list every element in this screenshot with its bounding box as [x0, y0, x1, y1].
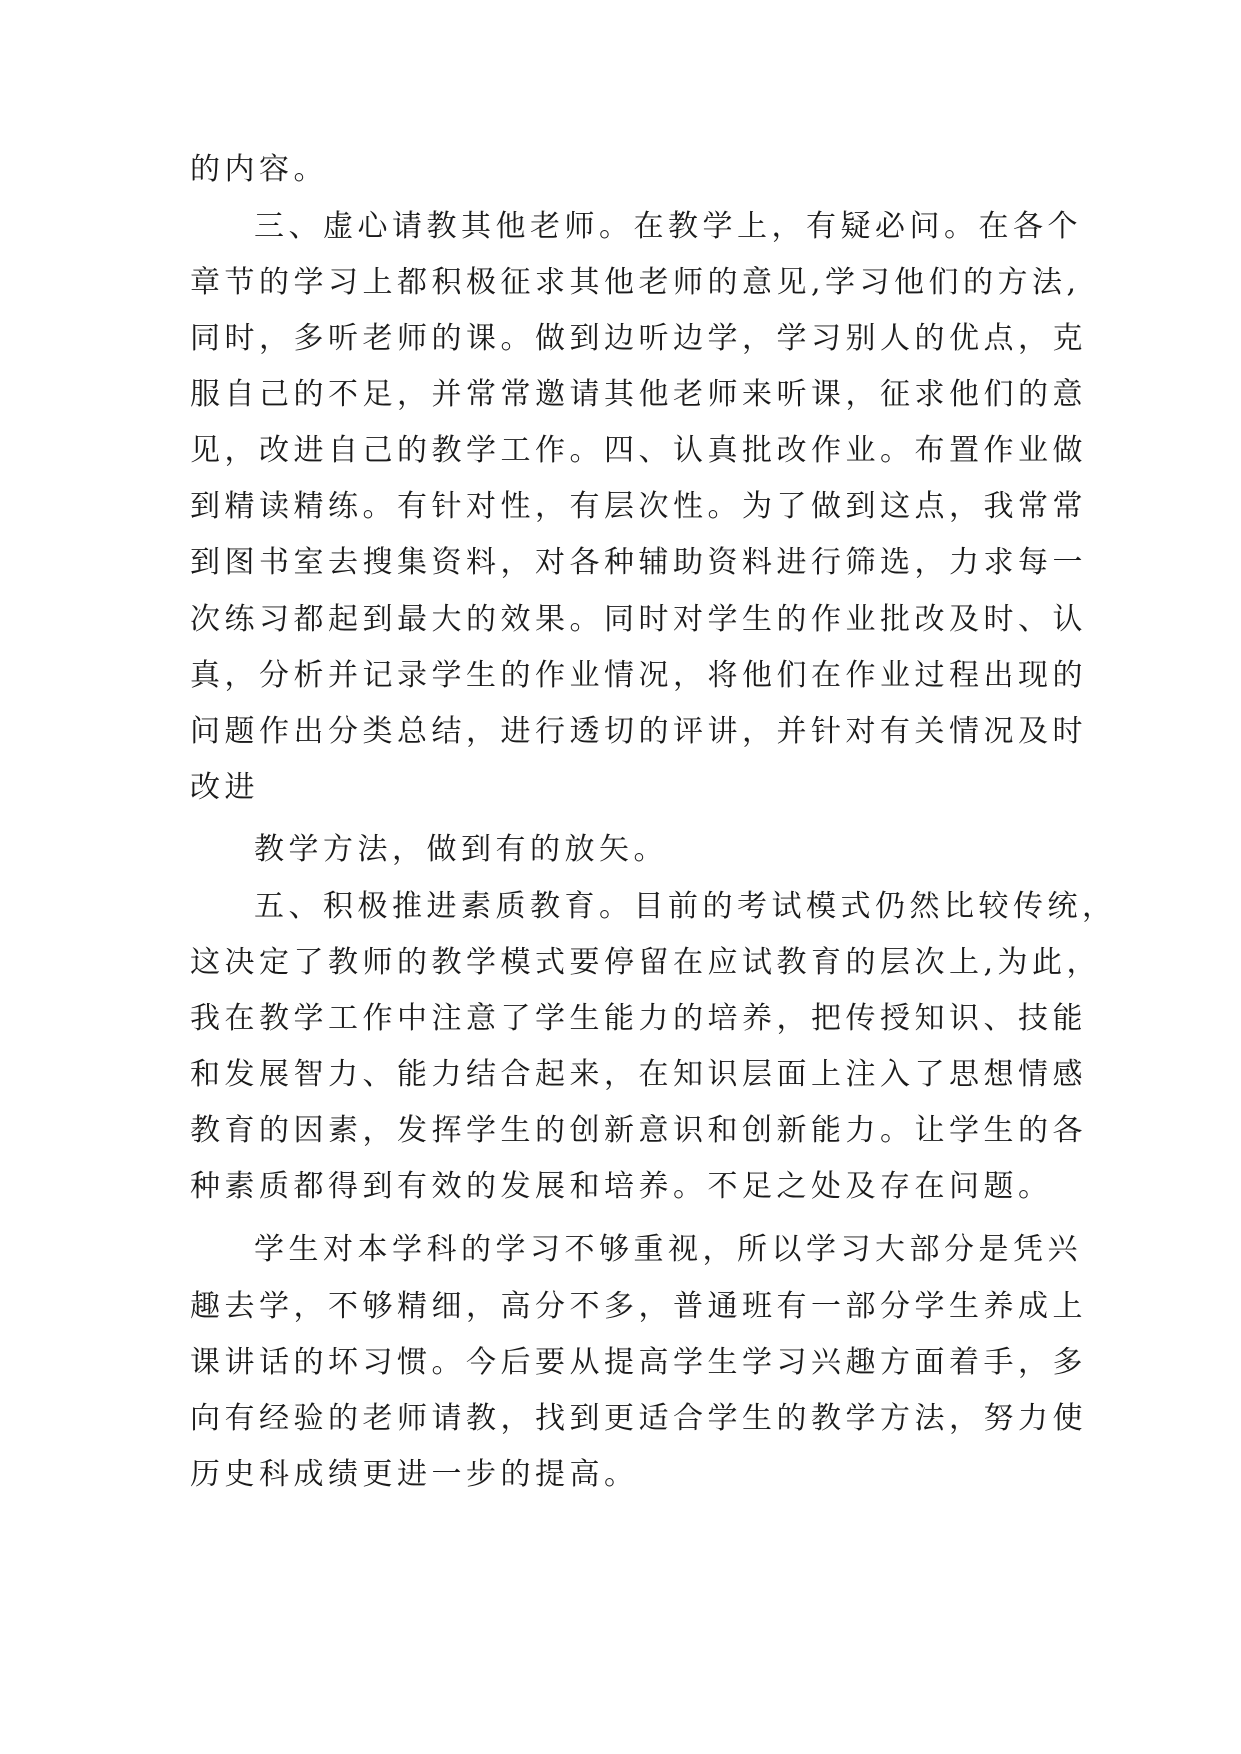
text-line: 向有经验的老师请教，找到更适合学生的教学方法，努力使: [190, 1401, 1087, 1436]
text-line: 章节的学习上都积极征求其他老师的意见,学习他们的方法,: [190, 265, 1081, 300]
text-line: 问题作出分类总结，进行透切的评讲，并针对有关情况及时: [190, 714, 1087, 749]
text-line: 到图书室去搜集资料，对各种辅助资料进行筛选，力求每一: [190, 545, 1087, 580]
text-line: 和发展智力、能力结合起来，在知识层面上注入了思想情感: [190, 1057, 1087, 1092]
text-line: 学生对本学科的学习不够重视，所以学习大部分是凭兴: [254, 1232, 1082, 1267]
text-line: 服自己的不足，并常常邀请其他老师来听课，征求他们的意: [190, 377, 1087, 412]
text-line: 历史科成绩更进一步的提高。: [190, 1457, 639, 1492]
text-line: 次练习都起到最大的效果。同时对学生的作业批改及时、认: [190, 602, 1087, 637]
text-line: 三、虚心请教其他老师。在教学上，有疑必问。在各个: [254, 209, 1082, 244]
text-line: 这决定了教师的教学模式要停留在应试教育的层次上,为此，: [190, 945, 1102, 980]
text-line: 趣去学，不够精细，高分不多，普通班有一部分学生养成上: [190, 1289, 1087, 1324]
text-line: 课讲话的坏习惯。今后要从提高学生学习兴趣方面着手，多: [190, 1345, 1087, 1380]
text-line: 五、积极推进素质教育。目前的考试模式仍然比较传统，: [254, 889, 1117, 924]
text-line: 种素质都得到有效的发展和培养。不足之处及存在问题。: [190, 1169, 1053, 1204]
text-line: 真，分析并记录学生的作业情况，将他们在作业过程出现的: [190, 658, 1087, 693]
text-line: 教学方法，做到有的放矢。: [254, 832, 668, 867]
text-line: 到精读精练。有针对性，有层次性。为了做到这点，我常常: [190, 489, 1087, 524]
text-line: 教育的因素，发挥学生的创新意识和创新能力。让学生的各: [190, 1113, 1087, 1148]
text-line: 的内容。: [190, 152, 328, 187]
text-line: 我在教学工作中注意了学生能力的培养，把传授知识、技能: [190, 1001, 1087, 1036]
text-line: 见，改进自己的教学工作。四、认真批改作业。布置作业做: [190, 433, 1087, 468]
text-line: 改进: [190, 770, 259, 805]
text-line: 同时，多听老师的课。做到边听边学，学习别人的优点，克: [190, 321, 1087, 356]
